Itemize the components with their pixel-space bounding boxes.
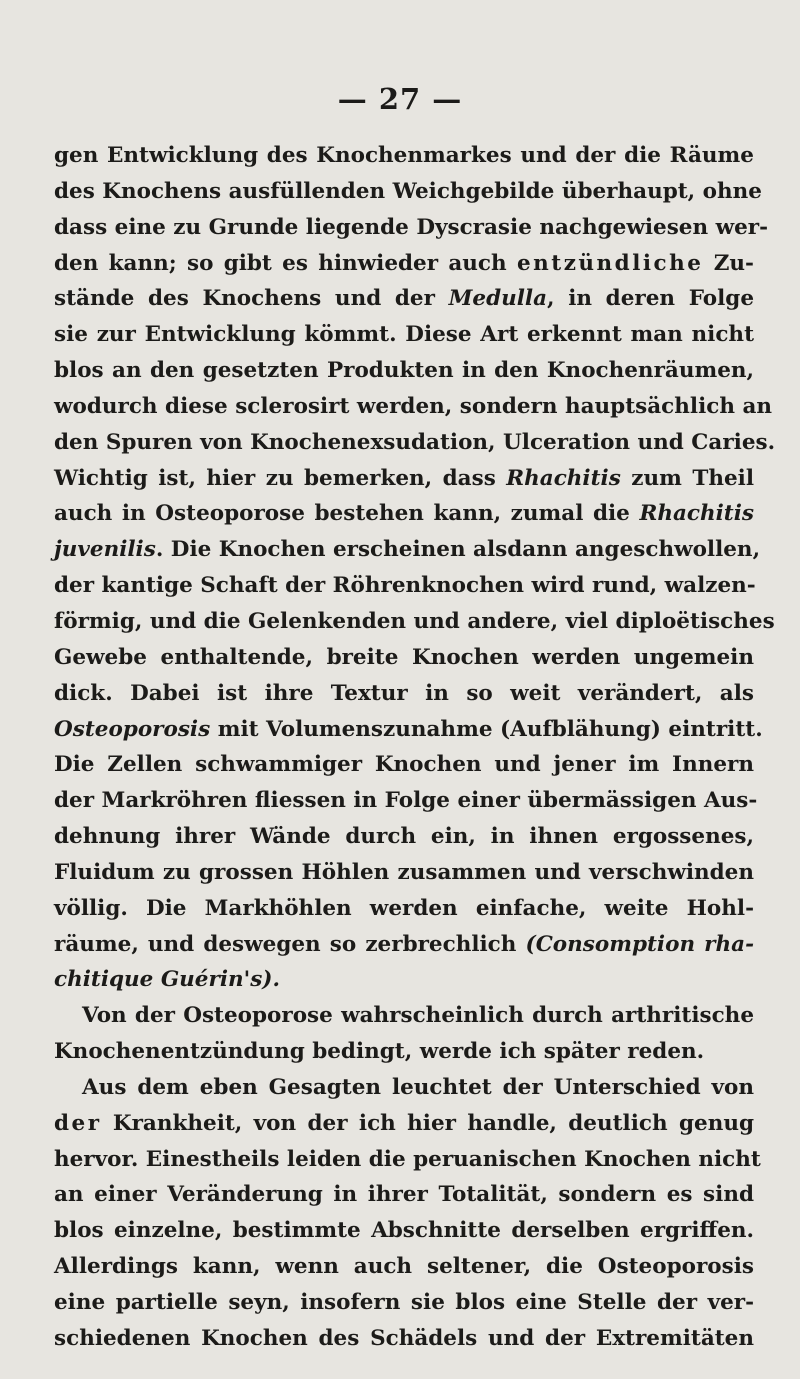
- text-line: Fluidum zu grossen Höhlen zusammen und verschwinden: [54, 859, 754, 885]
- text-line: [54, 281, 754, 317]
- italic-term: Rhachitis: [639, 501, 754, 527]
- spaced-emphasis: der: [54, 1110, 102, 1136]
- text-run: auch in Osteoporose bestehen kann, zumal die: [54, 501, 640, 527]
- text-line: förmig, und die Gelenkenden und andere, viel diploëtisches: [54, 608, 775, 634]
- text-line: dehnung ihrer Wände durch ein, in ihnen ergossenes,: [54, 824, 754, 850]
- text-line: [54, 1106, 754, 1142]
- italic-term: juvenilis: [54, 537, 156, 563]
- text-run: Wichtig ist, hier zu bemerken, dass: [54, 465, 507, 491]
- text-line: [54, 927, 754, 963]
- text-run: den kann; so gibt es hinwieder auch: [54, 250, 517, 276]
- text-line: der Markröhren fliessen in Folge einer übermässigen Aus-: [54, 788, 758, 814]
- text-run: Krankheit, von der ich hier handle, deutlich genug: [101, 1110, 754, 1136]
- text-line: eine partielle seyn, insofern sie blos eine Stelle der ver-: [54, 1290, 754, 1315]
- text-line: der kantige Schaft der Röhrenknochen wird rund, walzen-: [54, 573, 756, 599]
- text-line: wodurch diese sclerosirt werden, sondern hauptsächlich an: [54, 393, 773, 419]
- body-text: [54, 138, 776, 1357]
- text-line: Von der Osteoporose wahrscheinlich durch arthritische: [82, 1003, 754, 1029]
- text-line: blos an den gesetzten Produkten in den Knochenräumen,: [54, 358, 754, 384]
- italic-term: Medulla: [448, 286, 548, 312]
- text-line: den Spuren von Knochenexsudation, Ulceration und Caries.: [54, 429, 776, 455]
- text-run: . Die Knochen erscheinen alsdann angeschwollen,: [155, 537, 761, 563]
- text-line: dass eine zu Grunde liegende Dyscrasie nachgewiesen wer-: [54, 214, 769, 240]
- italic-term: (Consomption rha-: [525, 931, 754, 957]
- text-line: des Knochens ausfüllenden Weichgebilde überhaupt, ohne: [54, 178, 762, 204]
- text-line: völlig. Die Markhöhlen werden einfache, weite Hohl-: [54, 895, 754, 921]
- italic-term: Osteoporosis: [54, 716, 211, 742]
- text-line: gen Entwicklung des Knochenmarkes und der die Räume: [54, 143, 754, 168]
- text-line: Die Zellen schwammiger Knochen und jener im Innern: [54, 752, 754, 778]
- text-line: an einer Veränderung in ihrer Totalität, sondern es sind: [54, 1182, 754, 1208]
- text-line: schiedenen Knochen des Schädels und der Extremitäten: [54, 1325, 754, 1351]
- italic-term: Rhachitis: [506, 465, 621, 491]
- text-run: räume, und deswegen so zerbrechlich: [54, 931, 526, 957]
- spaced-emphasis: entzündliche: [516, 250, 704, 276]
- text-line: hervor. Einestheils leiden die peruanischen Knochen nicht: [54, 1146, 761, 1172]
- text-line: [54, 246, 754, 282]
- text-run: Zu-: [703, 250, 754, 276]
- text-line: Gewebe enthaltende, breite Knochen werden ungemein: [54, 644, 754, 670]
- text-line: sie zur Entwicklung kömmt. Diese Art erkennt man nicht: [54, 322, 754, 348]
- text-line: [54, 496, 754, 532]
- text-line: [54, 712, 763, 748]
- text-run: zum Theil: [620, 465, 754, 491]
- text-line: blos einzelne, bestimmte Abschnitte derselben ergriffen.: [54, 1218, 754, 1244]
- text-line: Aus dem eben Gesagten leuchtet der Unterschied von: [82, 1074, 754, 1100]
- text-line: Allerdings kann, wenn auch seltener, die Osteoporosis: [54, 1254, 754, 1280]
- italic-term: chitique Guérin's).: [54, 967, 280, 993]
- text-run: , in deren Folge: [547, 286, 755, 312]
- text-line: dick. Dabei ist ihre Textur in so weit verändert, als: [54, 680, 754, 706]
- text-run: stände des Knochens und der: [54, 286, 449, 312]
- text-run: mit Volumenszunahme (Aufblähung) eintritt.: [210, 716, 763, 742]
- page-number: — 27 —: [337, 82, 463, 116]
- text-line: [54, 532, 761, 568]
- text-line: [54, 962, 754, 998]
- text-line: Knochenentzündung bedingt, werde ich später reden.: [54, 1039, 705, 1065]
- text-line: [54, 461, 754, 497]
